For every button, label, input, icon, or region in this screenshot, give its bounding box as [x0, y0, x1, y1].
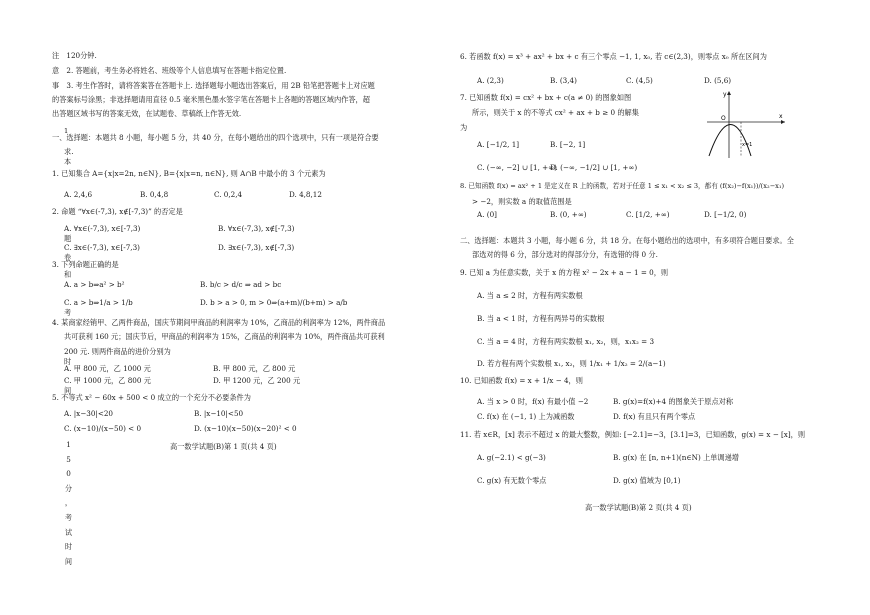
q2-side-char: 题: [64, 234, 72, 243]
graph-parabola: [709, 125, 751, 157]
q2-option-c: C. ∃x∈(-7,3), x∈[-7,3): [64, 243, 140, 252]
q5-option-b: B. |x−10|<50: [194, 409, 244, 418]
q7-option-c: C. (−∞, −2] ∪ [1, +∞): [477, 163, 557, 172]
q10-option-a: A. 当 x > 0 时，f(x) 有最小值 −2: [477, 397, 589, 406]
q4-side-char: 时: [64, 357, 72, 366]
q9-stem: 9. 已知 a 为任意实数，关于 x 的方程 x² − 2x + a − 1 = 0，则: [460, 268, 669, 277]
q8-option-d: D. [−1/2, 0): [704, 210, 747, 219]
q4-option-a: A. 甲 800 元，乙 1000 元: [64, 364, 151, 373]
q11-option-c: C. g(x) 有无数个零点: [477, 476, 547, 485]
q9-option-d: D. 若方程有两个实数根 x₁, x₂，则 1/x₁ + 1/x₂ = 2/(a−1): [477, 359, 666, 368]
section1-side-char: 本: [64, 157, 72, 166]
q1-option-d: D. 4,8,12: [289, 190, 322, 199]
q11-option-a: A. g(−2.1) < g(−3): [477, 453, 546, 462]
note-3: 事 3. 考生作答时，请将答案答在答题卡上. 选择题每小题选出答案后，用 2B 铅笔把答题卡上对应题: [52, 81, 375, 90]
note-5: 出答题区域书写的答案无效，在试题卷、草稿纸上作答无效.: [52, 109, 242, 118]
q1-option-c: C. 0,2,4: [214, 190, 243, 199]
vertical-char: 考: [64, 512, 73, 522]
q3-option-d: D. b > a > 0, m > 0⇒(a+m)/(b+m) > a/b: [200, 298, 348, 307]
q4-stem-3: 200 元. 则两件商品的进价分别为: [64, 347, 171, 356]
q7-option-b: B. [−2, 1]: [550, 140, 586, 149]
q4-option-b: B. 甲 800 元，乙 800 元: [213, 364, 296, 373]
q4-stem-2: 共可获利 160 元；国庆节后，甲商品的利润率为 15%，乙商品的利润率为 10%，两件商品共可获利: [64, 332, 385, 341]
q8-stem-2: > −2，则实数 a 的取值范围是: [472, 197, 572, 206]
q4-option-c: C. 甲 1000 元，乙 800 元: [64, 376, 151, 385]
vertical-char: 1: [66, 440, 71, 449]
q2-option-d: D. ∃x∈(-7,3), x∉[-7,3): [218, 243, 295, 252]
note-1: 注 120分钟.: [52, 51, 97, 60]
q6-option-b: B. (3,4): [550, 76, 577, 85]
q5-option-c: C. (x−10)/(x−50) < 0: [64, 424, 142, 433]
q9-option-b: B. 当 a < 1 时，方程有两异号的实数根: [477, 314, 605, 323]
q7-stem-3: 为: [460, 123, 468, 132]
graph-origin-label: O: [721, 115, 726, 122]
q5-stem: 5. 不等式 x² − 60x + 500 < 0 成立的一个充分不必要条件为: [52, 393, 251, 402]
q4-stem-1: 4. 某商家经销甲、乙两件商品，国庆节期间甲商品的利润率为 10%，乙商品的利润率为 12%，两件商品: [52, 318, 386, 327]
vertical-note: [64, 438, 73, 569]
section1-heading-cont: 求.: [64, 147, 74, 156]
q5-option-d: D. (x−10)(x−50)(x−20)² < 0: [194, 424, 297, 433]
q3-option-a: A. a > b⇒a² > b²: [64, 280, 125, 289]
note-4: 的答案标号涂黑；非选择题请用直径 0.5 毫米黑色墨水签字笔在答题卡上各题的答题区域内作答，超: [52, 95, 370, 104]
q3-side-char: 和: [64, 270, 72, 279]
q4-option-d: D. 甲 1200 元，乙 200 元: [213, 376, 301, 385]
page-2: [435, 0, 870, 615]
graph-x-label: x: [779, 113, 783, 120]
page-2-footer: 高一数学试题(B)第 2 页(共 4 页): [585, 503, 692, 512]
vertical-char: ，: [64, 498, 73, 508]
q2-side-char-2: 卷: [64, 253, 72, 262]
q6-option-c: C. (4,5): [626, 76, 653, 85]
vertical-char: 间: [64, 556, 73, 566]
q3-option-c: C. a > b⇒1/a > 1/b: [64, 298, 133, 307]
graph-line-label: x=1: [742, 142, 753, 148]
q8-stem-1: 8. 已知函数 f(x) = ax² + 1 是定义在 R 上的函数，若对于任意 1 ≤ x₁ < x₂ ≤ 3，都有 (f(x₂)−f(x₁))/(x₂−x₁): [460, 182, 785, 190]
q7-option-a: A. [−1/2, 1]: [477, 140, 520, 149]
q11-option-b: B. g(x) 在 [n, n+1)(n∈N) 上单调递增: [613, 453, 739, 462]
graph-y-arrow: [727, 91, 731, 95]
vertical-char: 分: [64, 483, 73, 493]
note-2: 意 2. 答题前，考生务必将姓名、班级等个人信息填写在答题卡指定位置.: [52, 66, 287, 75]
q6-option-d: D. (5,6): [704, 76, 732, 85]
q1-stem: 1. 已知集合 A={x|x=2n, n∈N}, B={x|x=n, n∈N}, 则 A∩B 中最小的 3 个元素为: [52, 169, 326, 178]
q8-option-a: A. (0]: [477, 210, 497, 219]
q3-side-char-2: 考: [64, 308, 72, 317]
q1-option-b: B. 0,4,8: [140, 190, 169, 199]
vertical-char: 5: [66, 454, 71, 464]
q3-stem: 3. 下列命题正确的是: [52, 260, 119, 269]
q11-option-d: D. g(x) 值域为 [0,1): [613, 476, 681, 485]
q2-stem: 2. 命题 “∀x∈(-7,3), x∉[-7,3)” 的否定是: [52, 207, 183, 216]
section2-heading-2: 部选对的得 6 分，部分选对的得部分分，有选错的得 0 分.: [472, 250, 658, 259]
graph-y-label: y: [723, 91, 727, 98]
q6-stem: 6. 若函数 f(x) = x³ + ax² + bx + c 有三个零点 −1, 1, x₀, 若 c∈(2,3)，则零点 x₀ 所在区间为: [460, 52, 767, 61]
q5-option-a: A. |x−30|<20: [64, 409, 113, 418]
q1-option-a: A. 2,4,6: [64, 190, 93, 199]
vertical-char: 试: [64, 527, 73, 537]
q8-option-c: C. [1/2, +∞): [626, 210, 670, 219]
q7-option-d: D. (−∞, −1/2] ∪ [1, +∞): [550, 163, 638, 172]
q11-stem: 11. 若 x∈R，[x] 表示不超过 x 的最大整数，例如: [−2.1]=−3，[3.1]=3，已知函数，g(x) = x − [x]，则: [460, 430, 806, 439]
q10-option-b: B. g(x)=f(x)+4 的图象关于原点对称: [613, 397, 734, 406]
section1-superscript: 1: [64, 127, 69, 135]
vertical-char: 0: [66, 469, 71, 479]
q10-stem: 10. 已知函数 f(x) = x + 1/x − 4，则: [460, 376, 583, 385]
q7-stem-2: 所示，则关于 x 的不等式 cx² + ax + b ≥ 0 的解集: [472, 108, 639, 117]
q9-option-c: C. 当 a = 4 时，方程有两实数根 x₁, x₂，则，x₁x₂ = 3: [477, 337, 655, 346]
q6-option-a: A. (2,3): [477, 76, 504, 85]
q8-option-b: B. (0, +∞): [550, 210, 587, 219]
q10-option-c: C. f(x) 在 (−1, 1) 上为减函数: [477, 412, 575, 421]
q2-option-b: B. ∀x∈(-7,3), x∉[-7,3): [218, 224, 295, 233]
q2-option-a: A. ∀x∈(-7,3), x∈[-7,3): [64, 224, 141, 233]
q7-parabola-graph: [699, 88, 789, 160]
q3-option-b: B. b/c > d/c ⇒ ad > bc: [200, 280, 282, 289]
q4-side-char-2: 间: [64, 386, 72, 395]
page-1-footer: 高一数学试题(B)第 1 页(共 4 页): [170, 442, 277, 451]
q7-stem-1: 7. 已知函数 f(x) = cx² + bx + c(a ≠ 0) 的图象如图: [460, 93, 632, 102]
section1-heading: 一、选择题：本题共 8 小题，每小题 5 分，共 40 分，在每小题给出的四个选项中，只有一项是符合要: [52, 133, 379, 142]
section2-heading-1: 二、选择题：本题共 3 小题，每小题 6 分，共 18 分。在每小题给出的选项中，有多项符合题目要求。全: [460, 236, 794, 245]
q9-option-a: A. 当 a ≤ 2 时，方程有两实数根: [477, 291, 583, 300]
graph-x-arrow: [781, 120, 785, 124]
q10-option-d: D. f(x) 有且只有两个零点: [613, 412, 696, 421]
vertical-char: 时: [64, 542, 73, 552]
